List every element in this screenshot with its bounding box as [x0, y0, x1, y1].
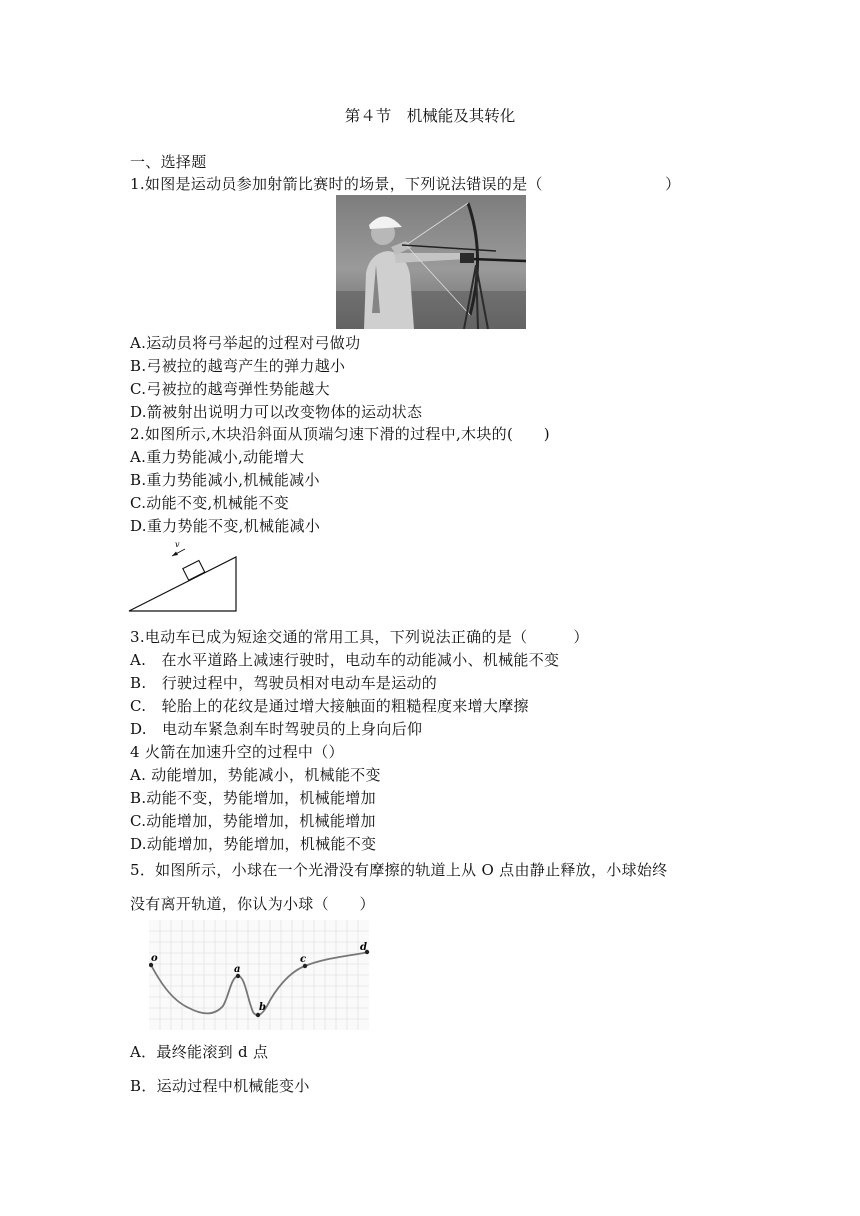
section-heading: 一、选择题	[130, 153, 207, 171]
question-2-stem: 2.如图所示,木块沿斜面从顶端匀速下滑的过程中,木块的( )	[130, 425, 550, 443]
question-5-stem-line-2: 没有离开轨道，你认为小球（ ）	[130, 895, 375, 913]
point-b-label: b	[259, 1002, 266, 1013]
point-a-label: a	[234, 964, 241, 975]
question-2-option-b: B.重力势能减小,机械能减小	[130, 471, 320, 489]
question-5-option-b: B．运动过程中机械能变小	[130, 1077, 310, 1095]
incline-slope	[129, 557, 236, 611]
question-3-option-d: D. 电动车紧急刹车时驾驶员的上身向后仰	[130, 720, 423, 738]
archery-photo	[336, 195, 526, 329]
incline-diagram	[128, 540, 240, 614]
velocity-arrowhead-icon	[172, 552, 178, 557]
question-3-option-b: B. 行驶过程中，驾驶员相对电动车是运动的	[130, 674, 438, 692]
question-5-option-a: A．最终能滚到 d 点	[130, 1043, 269, 1061]
point-c-label: c	[300, 954, 307, 965]
question-1-option-c: C.弓被拉的越弯弹性势能越大	[130, 380, 330, 398]
track-diagram	[149, 920, 371, 1032]
question-4-option-c: C.动能增加，势能增加，机械能增加	[130, 812, 376, 830]
section-title: 第４节 机械能及其转化	[344, 107, 516, 125]
question-4-option-b: B.动能不变，势能增加，机械能增加	[130, 789, 376, 807]
question-5-stem-line-1: 5．如图所示，小球在一个光滑没有摩擦的轨道上从 O 点由静止释放，小球始终	[130, 861, 668, 879]
wooden-block	[183, 560, 205, 580]
question-3-option-c: C. 轮胎上的花纹是通过增大接触面的粗糙程度来增大摩擦	[130, 697, 529, 715]
velocity-label: v	[175, 540, 180, 549]
question-1-stem: 1.如图是运动员参加射箭比赛时的场景，下列说法错误的是（ ）	[130, 175, 681, 193]
question-2-option-a: A.重力势能减小,动能增大	[130, 448, 305, 466]
question-4-option-a: A. 动能增加，势能减小，机械能不变	[130, 766, 381, 784]
question-1-option-a: A.运动员将弓举起的过程对弓做功	[130, 334, 361, 352]
point-b-marker	[256, 1013, 260, 1017]
question-2-option-c: C.动能不变,机械能不变	[130, 494, 290, 512]
question-4-option-d: D.动能增加，势能增加，机械能不变	[130, 835, 377, 853]
point-o-label: o	[151, 953, 158, 964]
point-d-label: d	[360, 942, 367, 953]
question-1-option-d: D.箭被射出说明力可以改变物体的运动状态	[130, 403, 423, 421]
question-4-stem: 4 火箭在加速升空的过程中（）	[130, 743, 344, 761]
question-3-stem: 3.电动车已成为短途交通的常用工具，下列说法正确的是（ ）	[130, 628, 589, 646]
question-3-option-a: A. 在水平道路上减速行驶时，电动车的动能减小、机械能不变	[130, 651, 560, 669]
question-1-option-b: B.弓被拉的越弯产生的弹力越小	[130, 357, 346, 375]
question-2-option-d: D.重力势能不变,机械能减小	[130, 517, 321, 535]
